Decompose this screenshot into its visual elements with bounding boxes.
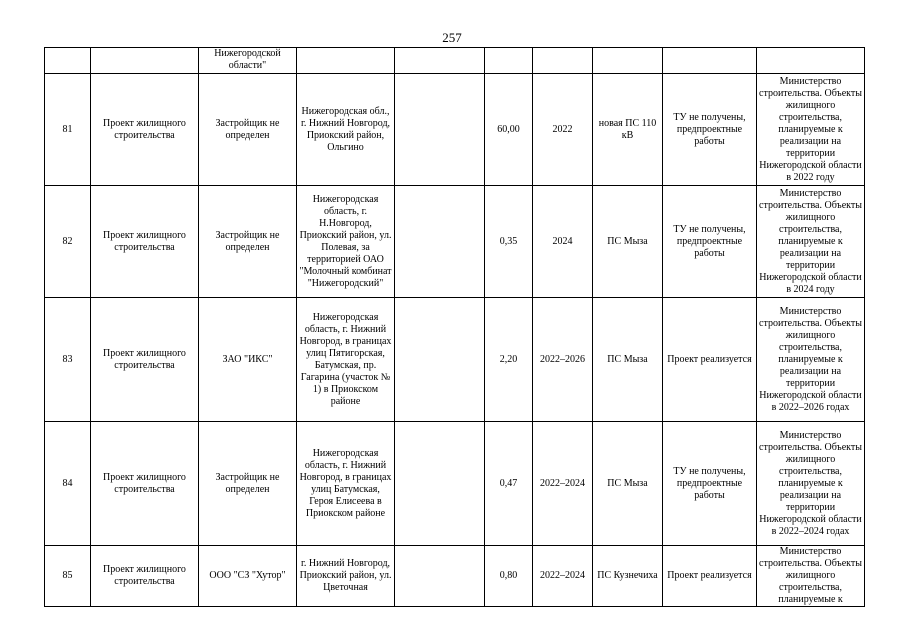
table-row	[45, 186, 865, 298]
cell-source: Министерство строительства. Объекты жилищного строительства, планируемые к реализации на территории Нижегородской области в 2024 году	[757, 186, 865, 298]
table-row-continuation	[45, 48, 865, 74]
cell-status: ТУ не получены, предпроектные работы	[663, 186, 757, 298]
cell-developer: Застройщик не определен	[199, 186, 297, 298]
table-row	[45, 74, 865, 186]
table-row	[45, 422, 865, 546]
projects-table	[44, 47, 865, 607]
table-row	[45, 546, 865, 607]
cell-value: 0,47	[485, 422, 533, 546]
cell-type: Проект жилищного строительства	[91, 298, 199, 422]
cell-status	[663, 48, 757, 74]
cell-type: Проект жилищного строительства	[91, 422, 199, 546]
cell-source: Министерство строительства. Объекты жилищного строительства, планируемые к	[757, 546, 865, 607]
cell-num: 84	[45, 422, 91, 546]
cell-developer: Застройщик не определен	[199, 74, 297, 186]
cell-type: Проект жилищного строительства	[91, 74, 199, 186]
cell-location: г. Нижний Новгород, Приокский район, ул. Цветочная	[297, 546, 395, 607]
cell-developer: Застройщик не определен	[199, 422, 297, 546]
cell-year: 2024	[533, 186, 593, 298]
cell-year: 2022–2026	[533, 298, 593, 422]
cell-substation	[593, 48, 663, 74]
cell-num: 82	[45, 186, 91, 298]
cell-developer: ЗАО "ИКС"	[199, 298, 297, 422]
cell-location: Нижегородская обл., г. Нижний Новгород, Приокский район, Ольгино	[297, 74, 395, 186]
table-row	[45, 298, 865, 422]
cell-source: Министерство строительства. Объекты жилищного строительства, планируемые к реализации на территории Нижегородской области в 2022–2024 годах	[757, 422, 865, 546]
cell-num	[45, 48, 91, 74]
cell-empty	[395, 74, 485, 186]
cell-substation: ПС Мыза	[593, 298, 663, 422]
cell-year: 2022	[533, 74, 593, 186]
cell-empty	[395, 186, 485, 298]
cell-source: Министерство строительства. Объекты жилищного строительства, планируемые к реализации на территории Нижегородской области в 2022–2026 годах	[757, 298, 865, 422]
cell-location: Нижегородская область, г. Н.Новгород, Приокский район, ул. Полевая, за территорией ОАО "Молочный комбинат "Нижегородский"	[297, 186, 395, 298]
cell-empty	[395, 546, 485, 607]
cell-location: Нижегородская область, г. Нижний Новгород, в границах улиц Батумская, Героя Елисеева в Приокском районе	[297, 422, 395, 546]
cell-type: Проект жилищного строительства	[91, 546, 199, 607]
page-number: 257	[442, 30, 462, 45]
cell-empty	[395, 422, 485, 546]
cell-year: 2022–2024	[533, 422, 593, 546]
cell-empty	[395, 48, 485, 74]
cell-developer: ООО "СЗ "Хутор"	[199, 546, 297, 607]
cell-type: Проект жилищного строительства	[91, 186, 199, 298]
cell-source	[757, 48, 865, 74]
cell-location: Нижегородская область, г. Нижний Новгород, в границах улиц Пятигорская, Батумская, пр. Гагарина (участок № 1) в Приокском районе	[297, 298, 395, 422]
cell-value: 0,35	[485, 186, 533, 298]
cell-type	[91, 48, 199, 74]
cell-empty	[395, 298, 485, 422]
cell-status: ТУ не получены, предпроектные работы	[663, 74, 757, 186]
cell-num: 81	[45, 74, 91, 186]
cell-substation: ПС Мыза	[593, 186, 663, 298]
cell-substation: ПС Кузнечиха	[593, 546, 663, 607]
cell-value: 2,20	[485, 298, 533, 422]
cell-status: ТУ не получены, предпроектные работы	[663, 422, 757, 546]
cell-status: Проект реализуется	[663, 546, 757, 607]
cell-num: 83	[45, 298, 91, 422]
cell-developer: Нижегородской области"	[199, 48, 297, 74]
cell-location	[297, 48, 395, 74]
cell-year: 2022–2024	[533, 546, 593, 607]
cell-status: Проект реализуется	[663, 298, 757, 422]
cell-source: Министерство строительства. Объекты жилищного строительства, планируемые к реализации на территории Нижегородской области в 2022 году	[757, 74, 865, 186]
cell-year	[533, 48, 593, 74]
cell-substation: ПС Мыза	[593, 422, 663, 546]
cell-value: 60,00	[485, 74, 533, 186]
cell-value: 0,80	[485, 546, 533, 607]
cell-value	[485, 48, 533, 74]
cell-num: 85	[45, 546, 91, 607]
cell-substation: новая ПС 110 кВ	[593, 74, 663, 186]
